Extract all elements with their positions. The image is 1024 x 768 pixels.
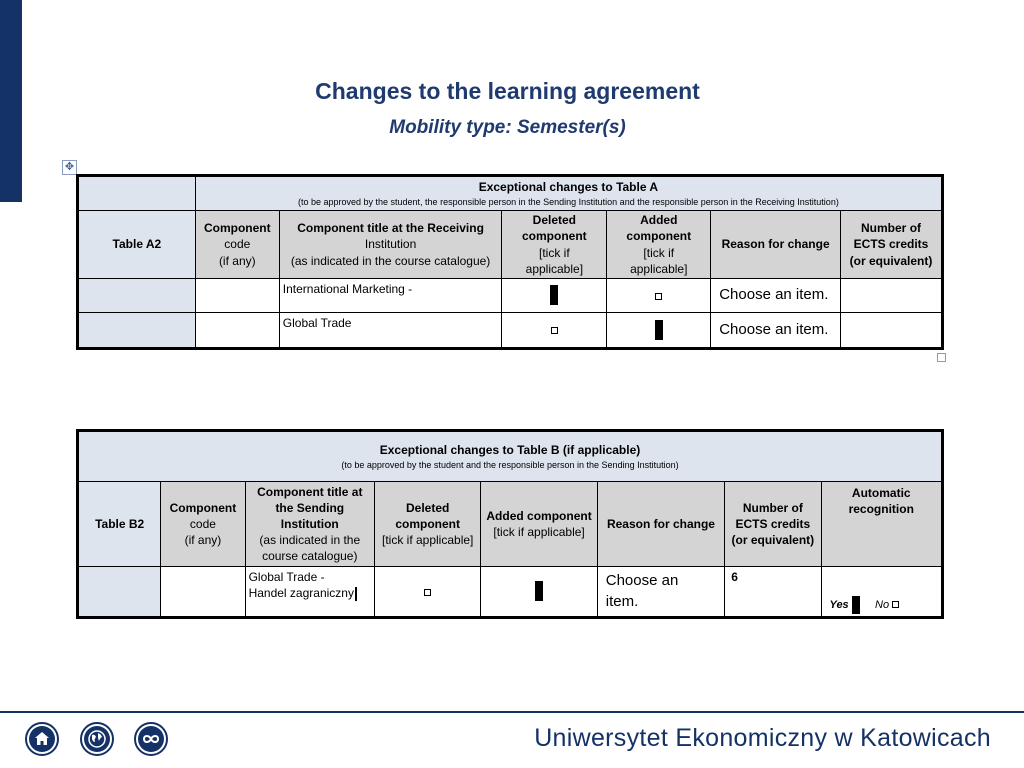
credits-cell[interactable]	[841, 313, 942, 348]
col-component-title: Component title at the Receiving Institution (as indicated in the course catalogue)	[279, 211, 502, 279]
table-row	[79, 313, 942, 348]
footer-divider	[0, 711, 1024, 713]
deleted-checkbox[interactable]	[502, 313, 607, 348]
home-icon	[33, 730, 51, 748]
table-a-subheading: (to be approved by the student, the responsible person in the Sending Institution and the responsible person in the Receiving Institution)	[297, 196, 839, 207]
checked-box-icon	[655, 320, 663, 340]
code-cell[interactable]	[195, 279, 279, 313]
table-b-row-label: Table B2	[79, 482, 161, 567]
globe-button[interactable]	[80, 722, 114, 756]
col-deleted: Deleted component [tick if applicable]	[502, 211, 607, 279]
table-a-changes	[78, 176, 942, 348]
checked-box-icon	[550, 285, 558, 305]
page-subtitle: Mobility type: Semester(s)	[389, 117, 626, 138]
table-a-header	[195, 177, 941, 211]
table-b-heading: Exceptional changes to Table B (if applicable)	[379, 443, 641, 458]
recognition-cell	[821, 567, 941, 617]
col-component-code: Component code (if any)	[195, 211, 279, 279]
col-ects-credits: Number of ECTS credits (or equivalent)	[841, 211, 942, 279]
reason-dropdown[interactable]: Choose an item.	[711, 313, 841, 348]
yes-label: Yes	[829, 598, 849, 611]
deleted-checkbox[interactable]	[375, 567, 481, 617]
col-added: Added component [tick if applicable]	[481, 482, 597, 567]
credits-cell[interactable]: 6	[725, 567, 821, 617]
added-checkbox[interactable]	[607, 279, 711, 313]
table-resize-handle-icon[interactable]	[937, 353, 946, 362]
table-a-heading: Exceptional changes to Table A	[478, 180, 659, 195]
table-a-row-label: Table A2	[79, 211, 196, 279]
home-button[interactable]	[25, 722, 59, 756]
title-cell[interactable]: International Marketing -	[279, 279, 502, 313]
added-checkbox[interactable]	[607, 313, 711, 348]
col-deleted: Deleted component [tick if applicable]	[375, 482, 481, 567]
infinity-icon	[141, 733, 161, 745]
deleted-checkbox[interactable]	[502, 279, 607, 313]
no-label: No	[875, 598, 890, 611]
table-b-header	[79, 432, 942, 482]
code-cell[interactable]	[195, 313, 279, 348]
no-checkbox[interactable]	[892, 601, 899, 608]
col-component-title: Component title at the Sending Institution (as indicated in the course catalogue)	[245, 482, 374, 567]
title-cell[interactable]: Global Trade - Handel zagraniczny	[245, 567, 374, 617]
text-caret	[355, 587, 357, 601]
table-b-subheading: (to be approved by the student and the responsible person in the Sending Institution)	[341, 459, 679, 470]
page-title: Changes to the learning agreement	[315, 78, 700, 104]
checked-box-icon	[535, 581, 543, 601]
infinity-button[interactable]	[134, 722, 168, 756]
globe-icon	[87, 729, 107, 749]
unchecked-box-icon	[551, 327, 558, 334]
row-label-cell	[79, 313, 196, 348]
col-added: Added component [tick if applicable]	[607, 211, 711, 279]
table-row	[79, 567, 942, 617]
col-reason: Reason for change	[711, 211, 841, 279]
col-ects-credits: Number of ECTS credits (or equivalent)	[725, 482, 821, 567]
added-checkbox[interactable]	[481, 567, 597, 617]
credits-cell[interactable]	[841, 279, 942, 313]
unchecked-box-icon	[424, 589, 431, 596]
table-move-handle-icon[interactable]: ✥	[62, 160, 77, 175]
row-label-cell	[79, 567, 161, 617]
row-label-cell	[79, 279, 196, 313]
col-component-code: Component code (if any)	[161, 482, 245, 567]
reason-dropdown[interactable]: Choose an item.	[711, 279, 841, 313]
table-b-changes	[78, 431, 942, 617]
reason-dropdown[interactable]: Choose an item.	[597, 567, 724, 617]
col-automatic-recognition: Automatic recognition	[821, 482, 941, 567]
col-reason: Reason for change	[597, 482, 724, 567]
yes-checkbox[interactable]	[852, 596, 860, 614]
table-row	[79, 279, 942, 313]
table-a-corner	[79, 177, 196, 211]
title-cell[interactable]: Global Trade	[279, 313, 502, 348]
code-cell[interactable]	[161, 567, 245, 617]
university-name: Uniwersytet Ekonomiczny w Katowicach	[534, 724, 991, 752]
unchecked-box-icon	[655, 293, 662, 300]
